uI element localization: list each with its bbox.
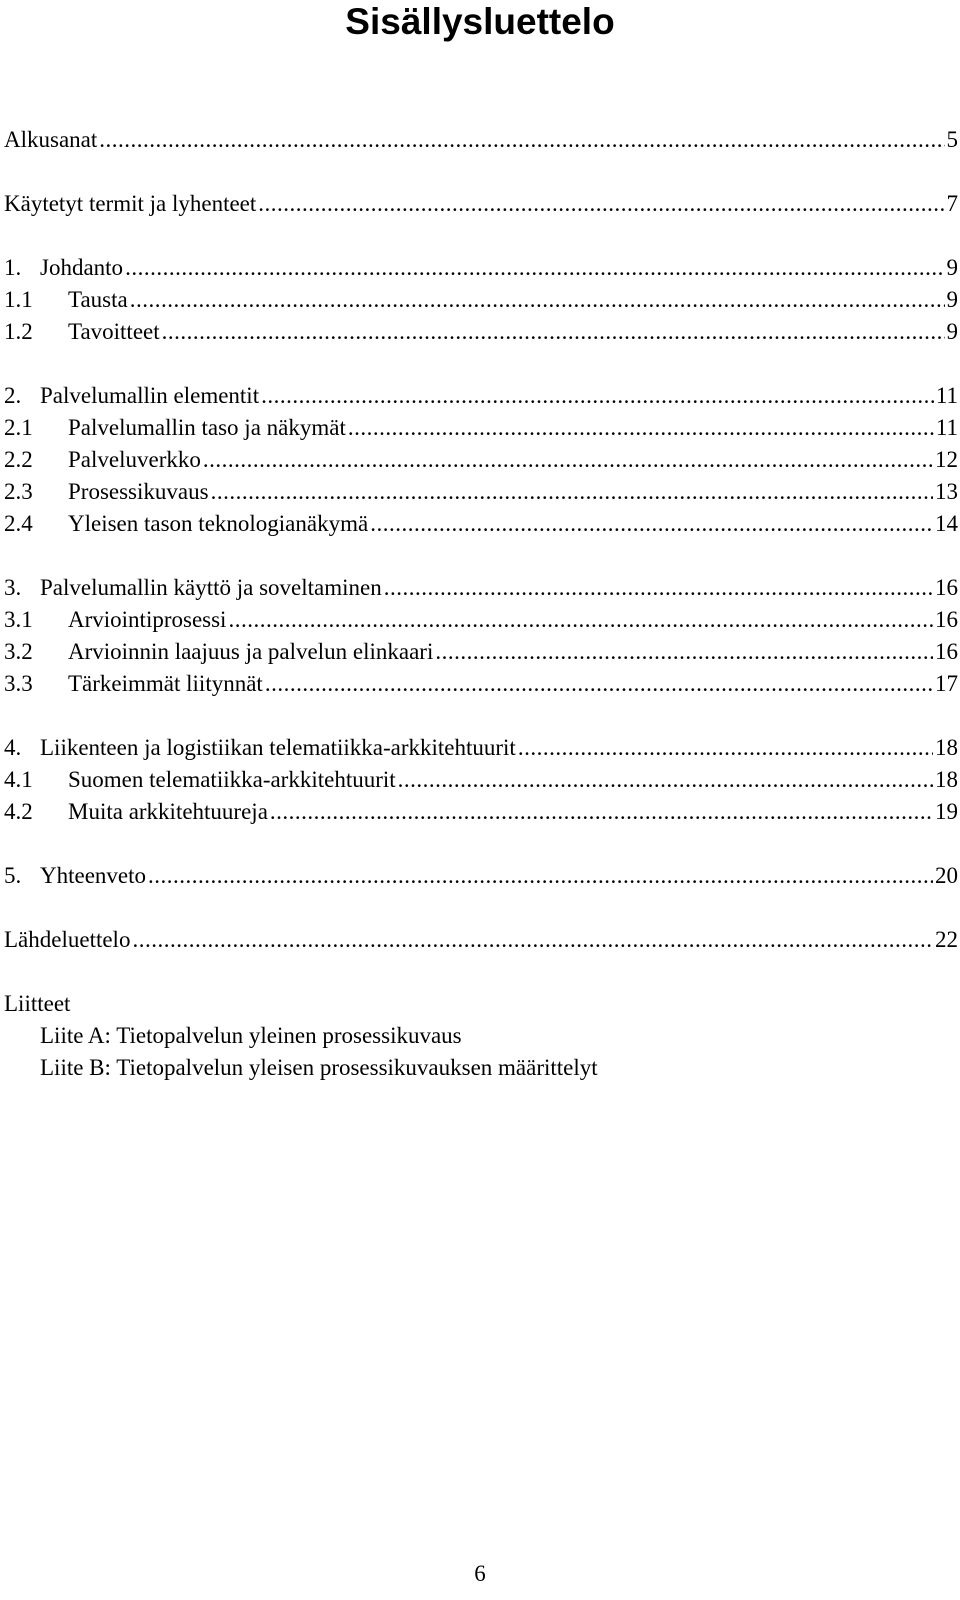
toc-leader — [265, 670, 933, 698]
toc-entry-3-1[interactable] — [4, 606, 958, 634]
toc-entry-label: Tavoitteet — [68, 319, 160, 344]
toc-leader — [258, 190, 944, 218]
toc-leader — [270, 798, 933, 826]
toc-entry-2-3[interactable] — [4, 478, 958, 506]
toc-leader — [130, 286, 945, 314]
toc-page-number: 16 — [935, 639, 958, 664]
toc-page-number: 18 — [935, 735, 958, 760]
toc-entry-number: 3. — [4, 575, 22, 600]
toc-entry-5[interactable] — [4, 862, 958, 890]
toc-entry-label: Arviointiprosessi — [68, 607, 227, 632]
toc-entry-number: 4. — [4, 735, 22, 760]
toc-entry-number: 1.2 — [4, 319, 33, 344]
toc-entry-liite-a[interactable]: Liite A: Tietopalvelun yleinen prosessikuvaus — [40, 1023, 462, 1048]
toc-leader — [228, 606, 933, 634]
toc-page-number: 5 — [946, 127, 958, 152]
toc-entry-2[interactable] — [4, 382, 958, 410]
toc-entry-1[interactable] — [4, 254, 958, 282]
toc-entry-label: Muita arkkitehtuureja — [68, 799, 268, 824]
toc-entry-number: 2.3 — [4, 479, 33, 504]
toc-leader — [398, 766, 933, 794]
toc-leader — [99, 126, 944, 154]
toc-leader — [348, 414, 934, 442]
toc-leader — [384, 574, 933, 602]
toc-entry-liite-b[interactable]: Liite B: Tietopalvelun yleisen prosessikuvauksen määrittelyt — [40, 1055, 598, 1080]
toc-entry-number: 1. — [4, 255, 22, 280]
toc-entry-3[interactable] — [4, 574, 958, 602]
toc-entry-label: Johdanto — [40, 255, 124, 280]
toc-page-number: 9 — [946, 255, 958, 280]
toc-page-number: 20 — [935, 863, 958, 888]
toc-entry-1-1[interactable] — [4, 286, 958, 314]
toc-leader — [211, 478, 933, 506]
toc-entry-number: 1.1 — [4, 287, 33, 312]
toc-leader — [162, 318, 945, 346]
toc-entry-4[interactable] — [4, 734, 958, 762]
toc-entry-label: Palveluverkko — [68, 447, 201, 472]
toc-leader — [518, 734, 933, 762]
toc-page-number: 16 — [935, 575, 958, 600]
toc-page-number: 19 — [935, 799, 958, 824]
toc-entry-liitteet[interactable]: Liitteet — [4, 991, 71, 1016]
toc-leader — [261, 382, 934, 410]
toc-leader — [370, 510, 933, 538]
toc-page-number: 7 — [946, 191, 958, 216]
toc-page-number: 16 — [935, 607, 958, 632]
toc-entry-label: Tärkeimmät liitynnät — [68, 671, 263, 696]
toc-page-number: 12 — [935, 447, 958, 472]
toc-entry-number: 2.2 — [4, 447, 33, 472]
toc-entry-alkusanat[interactable] — [4, 126, 958, 154]
page-number: 6 — [474, 1561, 486, 1586]
toc-leader — [148, 862, 933, 890]
toc-entry-label: Palvelumallin elementit — [40, 383, 260, 408]
toc-entry-number: 2. — [4, 383, 22, 408]
toc-entry-4-2[interactable] — [4, 798, 958, 826]
toc-entry-3-3[interactable] — [4, 670, 958, 698]
toc-page-number: 22 — [935, 927, 958, 952]
toc-entry-label: Arvioinnin laajuus ja palvelun elinkaari — [68, 639, 434, 664]
toc-entry-2-2[interactable] — [4, 446, 958, 474]
toc-entry-label: Suomen telematiikka-arkkitehtuurit — [68, 767, 396, 792]
toc-page-number: 11 — [935, 383, 958, 408]
toc-entry-label: Tausta — [68, 287, 128, 312]
toc-leader — [125, 254, 944, 282]
toc-leader — [435, 638, 933, 666]
toc-entry-label: Palvelumallin taso ja näkymät — [68, 415, 346, 440]
toc-entry-label: Lähdeluettelo — [4, 927, 131, 952]
toc-entry-3-2[interactable] — [4, 638, 958, 666]
toc-entry-number: 3.3 — [4, 671, 33, 696]
toc-entry-label: Palvelumallin käyttö ja soveltaminen — [40, 575, 382, 600]
toc-page-number: 11 — [935, 415, 958, 440]
toc-entry-2-1[interactable] — [4, 414, 958, 442]
toc-entry-4-1[interactable] — [4, 766, 958, 794]
toc-entry-label: Alkusanat — [4, 127, 98, 152]
toc-leader — [203, 446, 933, 474]
toc-entry-label: Käytetyt termit ja lyhenteet — [4, 191, 257, 216]
toc-page-number: 18 — [935, 767, 958, 792]
toc-entry-label: Prosessikuvaus — [68, 479, 209, 504]
toc-entry-number: 5. — [4, 863, 22, 888]
toc-entry-lahteet[interactable] — [4, 926, 958, 954]
toc-entry-2-4[interactable] — [4, 510, 958, 538]
toc-entry-number: 3.2 — [4, 639, 33, 664]
toc-entry-label: Yhteenveto — [40, 863, 147, 888]
toc-entry-number: 2.1 — [4, 415, 33, 440]
toc-entry-number: 4.2 — [4, 799, 33, 824]
toc-page-number: 9 — [946, 287, 958, 312]
toc-entry-label: Yleisen tason teknologianäkymä — [68, 511, 369, 536]
page-title: Sisällysluettelo — [345, 1, 615, 42]
toc-entry-1-2[interactable] — [4, 318, 958, 346]
toc-page-number: 9 — [946, 319, 958, 344]
toc-page-number: 17 — [935, 671, 958, 696]
toc-page-number: 14 — [935, 511, 958, 536]
toc-entry-number: 4.1 — [4, 767, 33, 792]
toc-entry-number: 2.4 — [4, 511, 33, 536]
toc-entry-termit[interactable] — [4, 190, 958, 218]
toc-leader — [132, 926, 933, 954]
toc-entry-label: Liikenteen ja logistiikan telematiikka-arkkitehtuurit — [40, 735, 516, 760]
toc-page-number: 13 — [935, 479, 958, 504]
toc-entry-number: 3.1 — [4, 607, 33, 632]
